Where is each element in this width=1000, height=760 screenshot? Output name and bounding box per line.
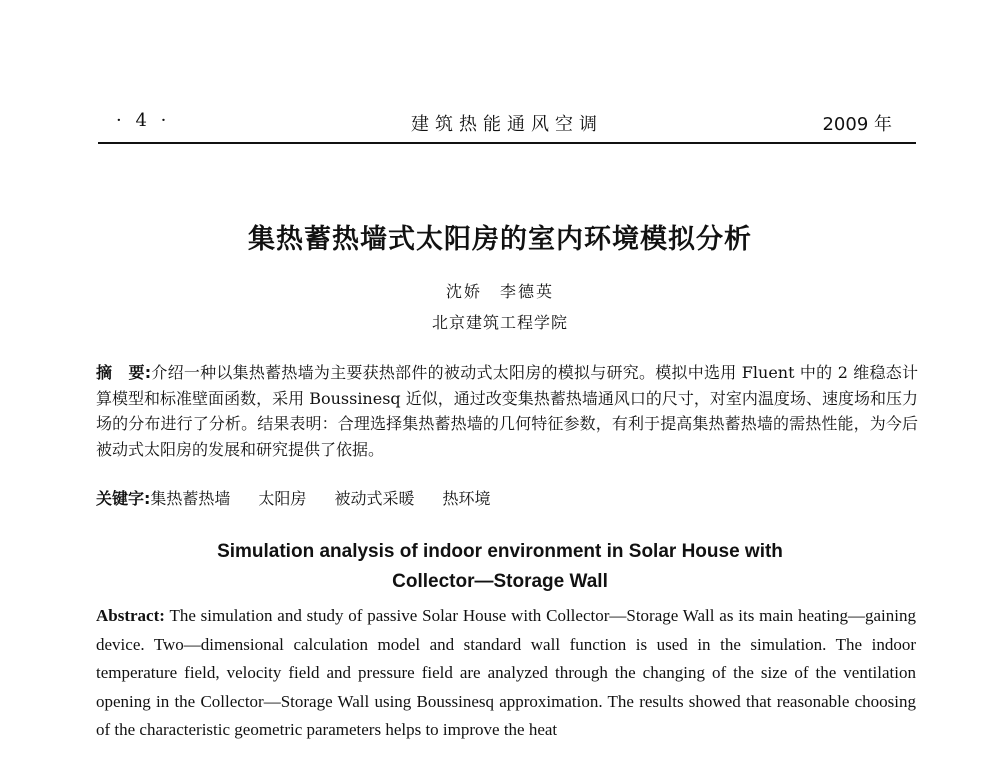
keyword: 热环境 <box>442 489 491 508</box>
title-english-line-1: Simulation analysis of indoor environment in Solar House with <box>217 541 783 562</box>
keyword: 被动式采暖 <box>334 489 415 508</box>
abstract-chinese-label: 摘 要: <box>96 363 152 382</box>
abstract-english-text: The simulation and study of passive Solar House with Collector—Storage Wall as its main heating—gaining device. Two—dimensional calculation model and standard wall function is used in the simulation. The indoor temperature field, velocity field and pressure field are analyzed through the changing of the size of the ventilation opening in the Collector—Storage Wall using Boussinesq approximation. The results showed that reasonable choosing of the characteristic geometric parameters helps to improve the heat <box>96 606 916 739</box>
abstract-chinese <box>96 360 918 462</box>
abstract-english <box>96 602 916 745</box>
keywords-label: 关键字: <box>96 489 151 508</box>
paper-title-english <box>0 537 1000 597</box>
keyword: 太阳房 <box>258 489 307 508</box>
author-names: 沈娇 李德英 <box>445 282 554 301</box>
abstract-chinese-text: 介绍一种以集热蓄热墙为主要获热部件的被动式太阳房的模拟与研究。模拟中选用 Fluent 中的 2 维稳态计算模型和标准壁面函数，采用 Boussinesq 近似，通过改变集热蓄热墙通风口的尺寸，对室内温度场、速度场和压力场的分布进行了分析。结果表明：合理选择集热蓄热墙的几何特征参数，有利于提高集热蓄热墙的需热性能，为今后被动式太阳房的发展和研究提供了依据。 <box>96 363 918 459</box>
keyword: 集热蓄热墙 <box>150 489 231 508</box>
header-rule <box>98 142 916 144</box>
running-header <box>98 110 916 138</box>
paper-title-chinese: 集热蓄热墙式太阳房的室内环境模拟分析 <box>248 224 752 255</box>
title-english-line-2: Collector—Storage Wall <box>392 571 608 592</box>
keywords <box>96 486 918 509</box>
abstract-english-label: Abstract: <box>96 606 165 625</box>
page-number: · 4 · <box>116 110 171 131</box>
issue-year: 2009 年 <box>822 114 892 135</box>
journal-name: 建筑热能通风空调 <box>411 114 603 135</box>
author-affiliation: 北京建筑工程学院 <box>431 313 568 332</box>
